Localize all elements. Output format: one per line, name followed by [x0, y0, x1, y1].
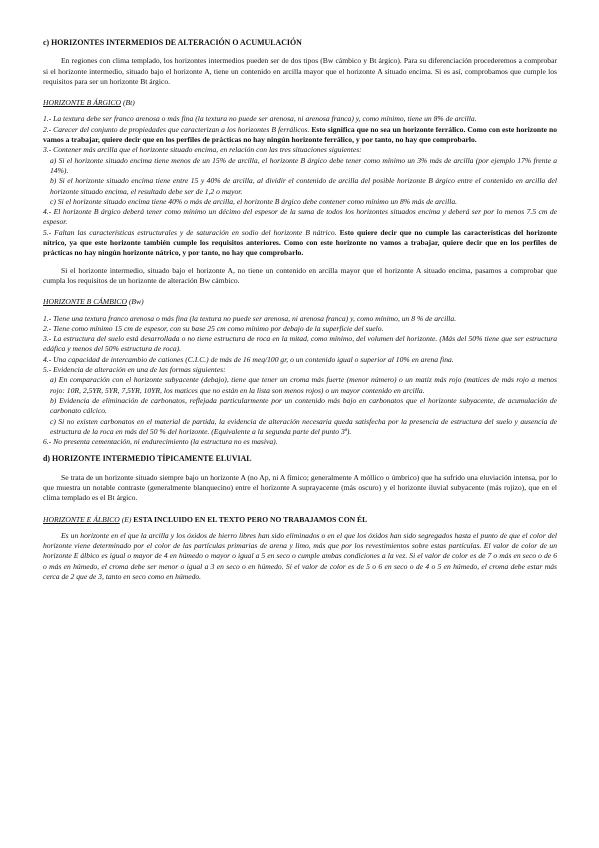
bw-item-5: 5.- Evidencia de alteración en una de las formas siguientes: — [43, 365, 226, 375]
bt-item-2-text: 2.- Carecer del conjunto de propiedades que caracterizan a los horizontes B ferrálicos. — [43, 124, 310, 134]
bt-item-3b: b) Si el horizonte situado encima tiene entre 15 y 40% de arcilla, al dividir el contenido de arcilla del posible horizonte B árgico entre el contenido en arcilla del horizonte situado encima, el resultado debe ser de 1,2 o mayor. — [50, 176, 557, 196]
bt-item-5-bold: Esto quiere decir que no cumple las características del horizonte nítrico, ya que este horizonte también cumple los requisitos anteriores. Como con este horizonte no vamos a trabajar, quiere decir que en los perfiles de prácticas no hay ningún horizonte nátrico, y por tanto, no hay que comprobarlo. — [43, 227, 557, 258]
bw-item-5c: c) Si no existen carbonatos en el material de partida, la evidencia de alteración necesaria queda satisfecha por la presencia de estructura del suelo y ausencia de estructura de la roca en más del 50 % del horizonte. (Equivalente a la segunda parte del punto 3ª). — [50, 416, 557, 436]
bt-item-3c: c) Si el horizonte situado encima tiene 40% o más de arcilla, el horizonte B árgico debe contener como mínimo un 8% más de arcilla. — [50, 196, 458, 206]
bt-item-3a: a) Si el horizonte situado encima tiene menos de un 15% de arcilla, el horizonte B árgico debe tener como mínimo un 3% más de arcilla (por ejemplo 17% frente a 14%). — [50, 155, 557, 175]
bw-item-2: 2.- Tiene como mínimo 15 cm de espesor, con su base 25 cm como mínimo por debajo de la superficie del suelo. — [43, 323, 384, 333]
bw-title-row — [43, 297, 557, 307]
bt-title-row — [43, 98, 557, 108]
section-d-intro: Se trata de un horizonte situado siempre bajo un horizonte A (no Ap, ni A fímico; generalmente A móllico o úmbrico) que ha sufrido una eluviación intensa, por lo que muestra un notable contraste (generalmente blanquecino) entre el horizonte A suprayacente (más oscuro) y el horizonte iluvial subyacente (más rojizo), que en el clima templado es el Bt árgico. — [43, 472, 557, 503]
bw-item-1: 1.- Tiene una textura franco arenosa o más fina (la textura no puede ser arenosa, ni arenosa franca) y, como mínimo, un 8 % de arcilla. — [43, 313, 457, 323]
document-page — [43, 38, 557, 582]
e-title-suffix: (E) — [119, 514, 132, 524]
bw-item-4: 4.- Una capacidad de intercambio de cationes (C.I.C.) de más de 16 meq/100 gr, o un contenido igual o superior al 10% en arena fina. — [43, 354, 454, 364]
bt-title: HORIZONTE B ÁRGICO — [43, 98, 122, 108]
e-title-note: ESTA INCLUIDO EN EL TEXTO PERO NO TRABAJAMOS CON ÉL — [131, 514, 368, 524]
bw-title-suffix: (Bw) — [126, 297, 144, 307]
section-d-heading: d) HORIZONTE INTERMEDIO TÍPICAMENTE ELUVIAL — [43, 454, 252, 464]
bt-item-4: 4.- El horizonte B árgico deberá tener como mínimo un décimo del espesor de la suma de todos los horizontes situados encima y deberá ser por lo menos 7.5 cm de espesor. — [43, 207, 557, 227]
bw-item-5b: b) Evidencia de eliminación de carbonatos, reflejada particularmente por un contenido más bajo en carbonatos que el horizonte subyacente, de acumulación de carbonato cálcico. — [50, 395, 557, 416]
e-title-row — [43, 515, 557, 525]
bt-item-5-text: 5.- Faltan las características estructurales y de saturación en sodio del horizonte B nátrico. — [43, 227, 337, 237]
bt-item-2 — [43, 125, 557, 146]
bw-item-5a: a) En comparación con el horizonte subyacente (debajo), tiene que tener un croma más fuerte (menor número) o un matiz más rojo (matices de más rojo a menos rojo: 10R, 2,5YR, 5YR, 7,5YR, 10YR, los matices que no están en la lista son menos rojos) o un mayor contenido en arcilla. — [50, 375, 557, 395]
e-body: Es un horizonte en el que la arcilla y los óxidos de hierro libres han sido eliminados o en el que los óxidos han sido segregados hasta el punto de que el color del horizonte viene determinado por el color de las partículas primarias de arena y limo, más que por los revestimientos sobre estas partículas. El valor de color de un horizonte E álbico es igual o mayor de 4 en húmedo o mayor o igual a 5 en seco o cumple ambas condiciones a la vez. Si el valor de color es de 7 o más en seco o de 6 o más en húmedo, el croma debe ser menor o igual a 3 en seco o en húmedo. Si el valor de color es de 5 o 6 en seco o de 4 o 5 en húmedo, el croma debe estar más cerca de 2 que de 3, tanto en seco como en húmedo. — [43, 530, 557, 582]
e-title: HORIZONTE E ÁLBICO — [43, 514, 120, 524]
section-c-heading: c) HORIZONTES INTERMEDIOS DE ALTERACIÓN O ACUMULACIÓN — [43, 38, 302, 47]
bw-item-6: 6.- No presenta cementación, ni endurecimiento (la estructura no es masiva). — [43, 437, 278, 447]
section-c-intro: En regiones con clima templado, los horizontes intermedios pueden ser de dos tipos (Bw cámbico y Bt árgico). Para su diferenciación procederemos a comprobar si el horizonte intermedio, situado bajo el horizonte A, tiene un contenido en arcilla mayor que el horizonte A situado encima. Si es así, comprobamos que cumple los requisitos para ser un horizonte Bt árgico. — [43, 56, 557, 86]
bw-title: HORIZONTE B CÁMBICO — [43, 297, 127, 307]
bt-item-2-bold: Esto significa que no sea un horizonte ferrálico. Como con este horizonte no vamos a trabajar, quiere decir que en los perfiles de prácticas no hay ningún horizonte ferrálico, y por tanto, no hay que comprobarlo. — [43, 124, 558, 145]
bt-title-suffix: (Bt) — [121, 98, 135, 108]
bt-item-1: 1.- La textura debe ser franco arenosa o más fina (la textura no puede ser arenosa, ni arenosa franca) y, como mínimo, tiene un 8% de arcilla. — [43, 114, 477, 124]
bt-after: Si el horizonte intermedio, situado bajo el horizonte A, no tiene un contenido en arcilla mayor que el horizonte A situado encima, pasamos a comprobar que cumpla los requisitos de un horizonte de alteración Bw cámbico. — [43, 265, 557, 285]
bw-item-3: 3.- La estructura del suelo está desarrollada o no tiene estructura de roca en la mitad, como mínimo, del volumen del horizonte. (Más del 50% tiene que ser estructura edáfica y menos del 50% estructura de roca). — [43, 334, 557, 354]
bt-item-3: 3.- Contener más arcilla que el horizonte situado encima, en relación con las tres situaciones siguientes: — [43, 145, 362, 155]
bt-item-5 — [43, 228, 557, 259]
